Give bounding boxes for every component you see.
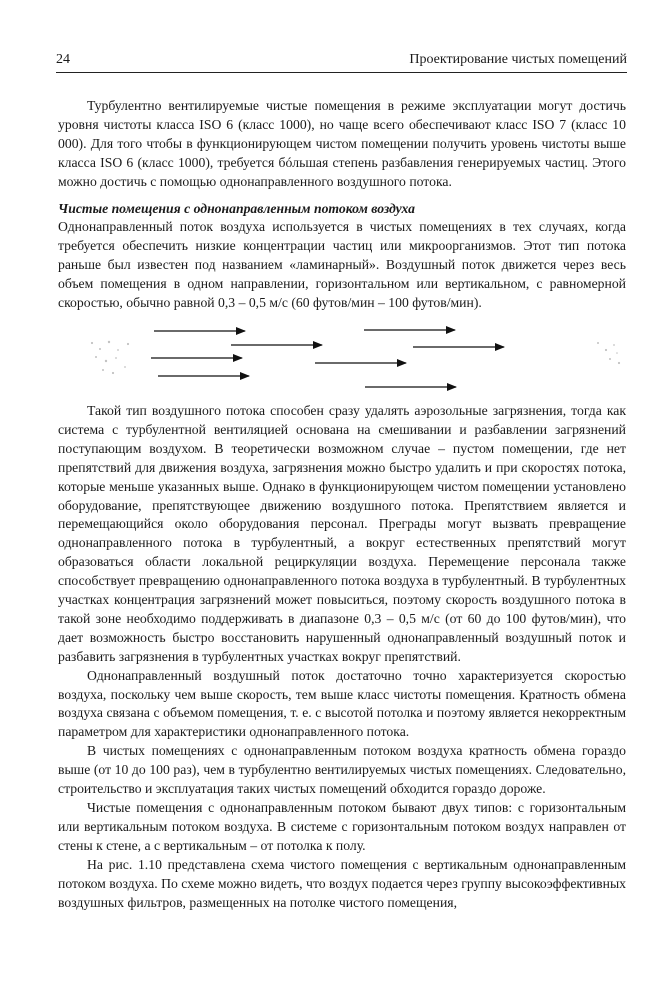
- page-number: 24: [56, 52, 70, 67]
- paragraph-3: Такой тип воздушного потока способен сразу удалять аэрозольные загрязнения, тогда как система с турбулентной вентиляцией основана на смешивании и разбавлении загрязнений поступающим воздухом. В теоретически возможном случае – пустом помещении, где нет препятствий для движения воздуха, загрязнения можно быстро удалить и при скоростях потока, которые меньше указанных выше. Однако в функционирующем чистом помещении установлено оборудование, препятствующее движению воздушного потока. Препятствием является и перемещающийся около оборудования персонал. Преграды могут вызвать превращение однонаправленного потока в турбулентный, а вокруг естественных препятствий могут образоваться области локальной рециркуляции воздуха. Перемещение персонала также способствует превращению однонаправленного потока воздуха в турбулентный. В турбулентных участках концентрация загрязнений может повыситься, поэтому скорость воздушного потока в такой зоне необходимо поддерживать в диапазоне 0,3 – 0,5 м/с (от 60 до 100 футов/мин), что дает возможность быстро восстановить нарушенный однонаправленный воздушный поток и разбавить загрязнения в турбулентных участках вокруг препятствий.: [58, 402, 626, 664]
- paragraph-6: Чистые помещения с однонаправленным потоком бывают двух типов: с горизонтальным или вертикальным потоком воздуха. В системе с горизонтальным потоком воздух направлен от стены к стене, а с вертикальным – от потолка к полу.: [58, 800, 626, 853]
- body-text: [58, 97, 626, 912]
- airflow-diagram: [58, 323, 626, 395]
- paragraph-1: Турбулентно вентилируемые чистые помещения в режиме эксплуатации могут достичь уровня чистоты класса ISO 6 (класс 1000), но чаще всего обеспечивают класс ISO 7 (класс 10 000). Для того чтобы в функционирующем чистом помещении получить уровень чистоты выше класса ISO 6 (класс 1000), требуется бóльшая степень разбавления генерируемых частиц. Этого можно достичь с помощью однонаправленного воздушного потока.: [58, 98, 626, 189]
- page-header: [56, 52, 627, 73]
- paragraph-7: На рис. 1.10 представлена схема чистого помещения с вертикальным однонаправленным потоком воздуха. По схеме можно видеть, что воздух подается через группу высокоэффективных воздушных фильтров, размещенных на потолке чистого помещения,: [58, 856, 626, 910]
- section-heading: Чистые помещения с однонаправленным потоком воздуха: [58, 200, 416, 216]
- running-title: Проектирование чистых помещений: [409, 52, 627, 67]
- paragraph-2: Однонаправленный поток воздуха используется в чистых помещениях в тех случаях, когда требуется обеспечить низкие концентрации частиц или микроорганизмов. Этот тип потока раньше был известен под названием «ламинарный». Воздушный поток движется через весь объем помещения в одном направлении, горизонтальном или вертикальном, с равномерной скоростью, обычно равной 0,3 – 0,5 м/с (60 футов/мин – 100 футов/мин).: [58, 219, 626, 311]
- airflow-figure: [58, 323, 626, 395]
- paragraph-4: Однонаправленный воздушный поток достаточно точно характеризуется скоростью воздуха, поскольку чем выше скорость, тем выше класс чистоты помещения. Кратность обмена воздуха связана с объемом помещения, т. е. с высотой потолка и поэтому является некорректным параметром для характеристики однонаправленного потока.: [58, 667, 626, 740]
- paragraph-5: В чистых помещениях с однонаправленным потоком воздуха кратность обмена гораздо выше (от 10 до 100 раз), чем в турбулентно вентилируемых чистых помещениях. Следовательно, строительство и эксплуатация таких чистых помещений обходится гораздо дороже.: [58, 743, 626, 797]
- right-arrow-icon: [151, 330, 504, 387]
